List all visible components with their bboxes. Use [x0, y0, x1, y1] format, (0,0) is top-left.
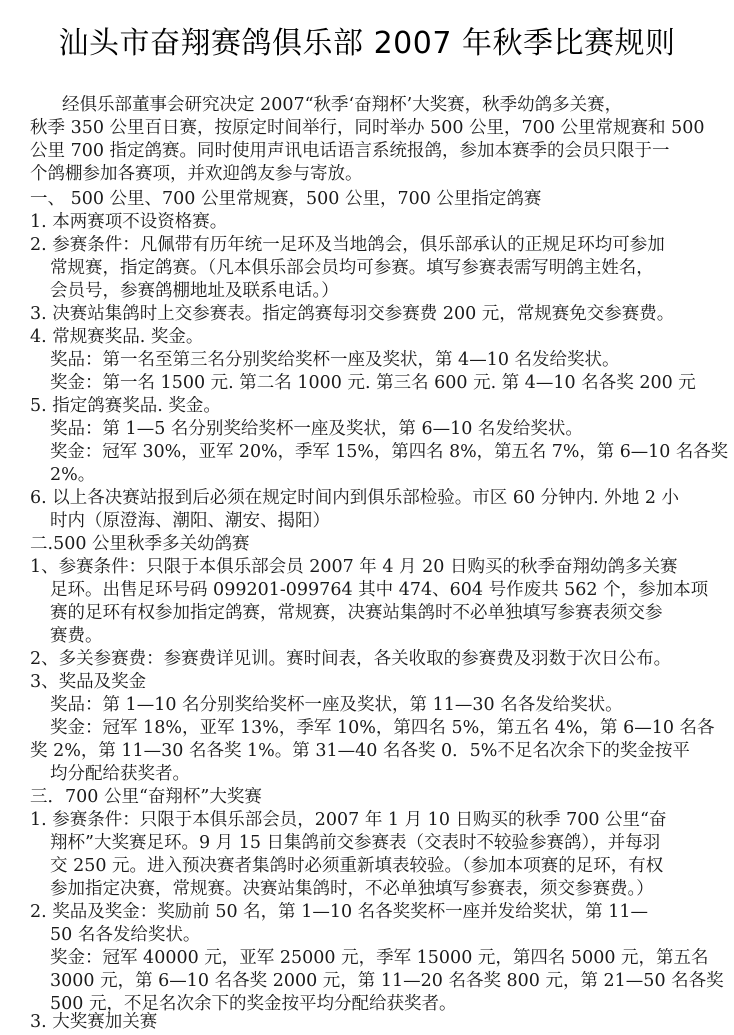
text-line: 2. 参赛条件：凡佩带有历年统一足环及当地鸽会，俱乐部承认的正规足环均可参加 [30, 235, 665, 255]
text-line: 6. 以上各决赛站报到后必须在规定时间内到俱乐部检验。市区 60 分钟内. 外地 2 小 [30, 488, 680, 508]
text-line: 秋季 350 公里百日赛，按原定时间举行，同时举办 500 公里，700 公里常规赛和 500 [30, 118, 705, 138]
text-line: 赛费。 [50, 626, 103, 646]
text-line: 2、多关参赛费：参赛费详见训。赛时间表，各关收取的参赛费及羽数于次日公布。 [30, 649, 672, 669]
text-line: 50 名各发给奖状。 [50, 925, 201, 945]
text-line: 奖品：第 1—10 名分别奖给奖杯一座及奖状，第 11—30 名各发给奖状。 [50, 695, 623, 715]
text-line: 3、奖品及奖金 [30, 672, 147, 692]
section-heading: 三．700 公里“奋翔杯”大奖赛 [30, 787, 262, 807]
text-line: 3. 决赛站集鸽时上交参赛表。指定鸽赛每羽交参赛费 200 元，常规赛免交参赛费。 [30, 304, 675, 324]
text-line: 均分配给获奖者。 [50, 764, 190, 784]
text-line: 1. 参赛条件：只限于本俱乐部会员，2007 年 1 月 10 日购买的秋季 700 公里“奋 [30, 810, 667, 830]
text-line: 足环。出售足环号码 099201-099764 其中 474、604 号作废共 562 个，参加本项 [50, 580, 709, 600]
text-line: 2%。 [50, 465, 96, 485]
text-line: 赛的足环有权参加指定鸽赛，常规赛，决赛站集鸽时不必单独填写参赛表须交参 [50, 603, 663, 623]
text-line: 交 250 元。进入预决赛者集鸽时必须重新填表较验。（参加本项赛的足环，有权 [50, 856, 664, 876]
section-heading: 二.500 公里秋季多关幼鸽赛 [30, 534, 250, 554]
text-line: 奖金：第一名 1500 元. 第二名 1000 元. 第三名 600 元. 第 4—10 名各奖 200 元 [50, 373, 696, 393]
text-line: 2. 奖品及奖金：奖励前 50 名，第 1—10 名各奖奖杯一座并发给奖状，第 11— [30, 902, 649, 922]
document-title: 汕头市奋翔赛鸽俱乐部 2007 年秋季比赛规则 [58, 26, 676, 61]
text-line: 3. 大奖赛加关赛 [30, 1012, 158, 1032]
text-line: 5. 指定鸽赛奖品. 奖金。 [30, 396, 221, 416]
text-line: 个鸽棚参加各赛项，并欢迎鸽友参与寄放。 [30, 164, 363, 184]
text-line: 常规赛，指定鸽赛。（凡本俱乐部会员均可参赛。填写参赛表需写明鸽主姓名， [50, 258, 654, 278]
text-line: 1. 本两赛项不设资格赛。 [30, 212, 228, 232]
text-line: 500 元，不足名次余下的奖金按平均分配给获奖者。 [50, 994, 457, 1014]
text-line: 奖 2%，第 11—30 名各奖 1%。第 31—40 名各奖 0．5%不足名次余下的奖金按平 [30, 741, 690, 761]
text-line: 奖金：冠军 18%，亚军 13%，季军 10%，第四名 5%，第五名 4%，第 6—10 名各 [50, 718, 715, 738]
text-line: 奖品：第一名至第三名分别奖给奖杯一座及奖状，第 4—10 名发给奖状。 [50, 350, 620, 370]
text-line: 奖品：第 1—5 名分别奖给奖杯一座及奖状，第 6—10 名发给奖状。 [50, 419, 583, 439]
text-line: 3000 元，第 6—10 名各奖 2000 元，第 11—20 名各奖 800 元，第 21—50 名各奖 [50, 971, 724, 991]
text-line: 参加指定决赛，常规赛。决赛站集鸽时，不必单独填写参赛表，须交参赛费。） [50, 879, 654, 899]
text-line: 公里 700 指定鸽赛。同时使用声讯电话语言系统报鸽，参加本赛季的会员只限于一 [30, 141, 670, 161]
text-line: 奖金：冠军 30%，亚军 20%，季军 15%，第四名 8%，第五名 7%，第 6—10 名各奖 [50, 442, 729, 462]
text-line: 经俱乐部董事会研究决定 2007“秋季‘奋翔杯’大奖赛，秋季幼鸽多关赛， [62, 95, 623, 115]
text-line: 翔杯”大奖赛足环。9 月 15 日集鸽前交参赛表（交表时不较验参赛鸽），并每羽 [50, 833, 661, 853]
text-line: 时内（原澄海、潮阳、潮安、揭阳） [50, 511, 330, 531]
text-line: 会员号，参赛鸽棚地址及联系电话。） [50, 281, 339, 301]
text-line: 奖金：冠军 40000 元，亚军 25000 元，季军 15000 元，第四名 5000 元，第五名 [50, 948, 709, 968]
text-line: 1、参赛条件：只限于本俱乐部会员 2007 年 4 月 20 日购买的秋季奋翔幼鸽多关赛 [30, 557, 678, 577]
text-line: 4. 常规赛奖品. 奖金。 [30, 327, 204, 347]
section-heading: 一、 500 公里、700 公里常规赛，500 公里，700 公里指定鸽赛 [30, 189, 542, 209]
